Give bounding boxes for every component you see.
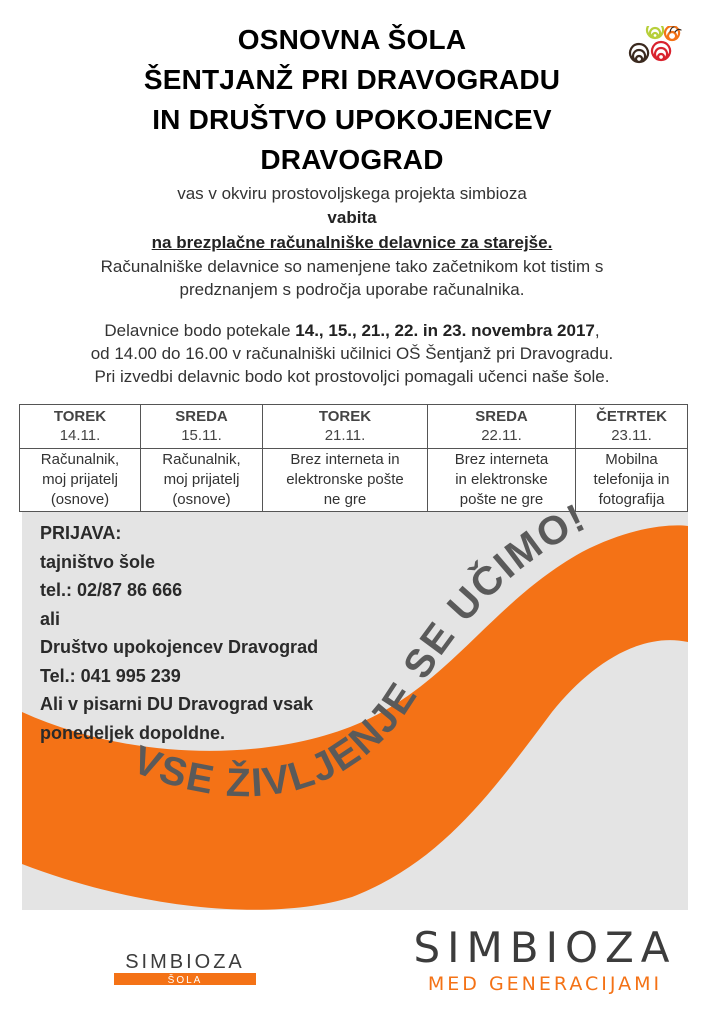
- dates-line: [0, 319, 704, 342]
- right-logo-sub: MED GENERACIJAMI: [427, 973, 663, 995]
- topic-line: Brez interneta in: [290, 451, 400, 468]
- topic-line: moj prijatelj: [42, 471, 118, 488]
- schedule-header: [141, 405, 262, 449]
- schedule-column: [428, 405, 576, 511]
- contact-phone: tel.: 02/87 86 666: [40, 580, 183, 600]
- topic-line: Računalnik,: [162, 451, 241, 468]
- topic-line: pošte ne gre: [459, 491, 544, 508]
- schedule-topic: [141, 449, 262, 510]
- topic-line: telefonija in: [593, 471, 670, 488]
- schedule-date: 21.11.: [324, 427, 366, 444]
- dates-line: Pri izvedbi delavnic bodo kot prostovoljci pomagali učenci naše šole.: [94, 367, 610, 386]
- schedule-topic: [428, 449, 575, 510]
- schedule-topic: [576, 449, 687, 510]
- topic-line: (osnove): [50, 491, 110, 508]
- schedule-day: ČETRTEK: [596, 408, 667, 425]
- topic-line: Brez interneta: [454, 451, 549, 468]
- topic-line: moj prijatelj: [163, 471, 240, 488]
- title-line: OSNOVNA ŠOLA: [237, 24, 467, 55]
- schedule-header: [428, 405, 575, 449]
- page-title: [0, 20, 704, 180]
- snail-spirals-logo: [625, 26, 685, 82]
- topic-line: Mobilna: [605, 451, 658, 468]
- contact-line: ponedeljek dopoldne.: [40, 722, 226, 743]
- title-line: IN DRUŠTVO UPOKOJENCEV: [152, 104, 552, 135]
- contact-phone: Tel.: 041 995 239: [40, 665, 181, 686]
- topic-line: in elektronske: [455, 471, 548, 488]
- title-line: DRAVOGRAD: [260, 144, 444, 175]
- dates-text: [0, 319, 704, 388]
- schedule-column: [263, 405, 428, 511]
- topic-line: fotografija: [598, 491, 665, 508]
- schedule-date: 15.11.: [181, 427, 222, 444]
- topic-line: (osnove): [172, 491, 231, 508]
- intro-text: [0, 182, 704, 301]
- intro-line: Računalniške delavnice so namenjene tako začetnikom kot tistim s: [100, 257, 604, 276]
- dates-suffix: ,: [594, 321, 600, 340]
- schedule-date: 23.11.: [611, 427, 652, 444]
- schedule-header: [576, 405, 687, 449]
- contact-line: ali: [40, 608, 61, 629]
- schedule-column: [20, 405, 141, 511]
- contact-line: Ali v pisarni DU Dravograd vsak: [40, 694, 314, 714]
- dates-bold: 14., 15., 21., 22. in 23. novembra 2017: [295, 321, 595, 340]
- schedule-day: TOREK: [53, 408, 107, 425]
- schedule-table: [19, 404, 688, 512]
- intro-invite: vabita: [327, 208, 377, 227]
- schedule-day: SREDA: [175, 408, 228, 425]
- simbioza-school-logo: [114, 948, 256, 986]
- left-logo-main: SIMBIOZA: [125, 951, 245, 973]
- contact-line: Društvo upokojencev Dravograd: [40, 637, 319, 657]
- schedule-header: [20, 405, 140, 449]
- schedule-date: 22.11.: [481, 427, 522, 444]
- dates-line: od 14.00 do 16.00 v računalniški učilnici OŠ Šentjanž pri Dravogradu.: [90, 344, 614, 363]
- schedule-topic: [20, 449, 140, 510]
- title-line: ŠENTJANŽ PRI DRAVOGRADU: [143, 64, 561, 95]
- slogan-textpath: VSE ŽIVLJENJE SE UČIMO!: [126, 495, 594, 806]
- intro-line: predznanjem s področja uporabe računalnika.: [179, 280, 525, 299]
- left-logo-sub: ŠOLA: [167, 975, 203, 986]
- simbioza-generations-logo: [400, 918, 690, 998]
- schedule-topic: [263, 449, 427, 510]
- schedule-header: [263, 405, 427, 449]
- schedule-date: 14.11.: [59, 427, 101, 444]
- schedule-column: [141, 405, 263, 511]
- topic-line: Računalnik,: [40, 451, 120, 468]
- contact-line: tajništvo šole: [40, 551, 156, 572]
- schedule-day: SREDA: [475, 408, 528, 425]
- intro-line: vas v okviru prostovoljskega projekta simbioza: [177, 184, 527, 203]
- schedule-column: [576, 405, 687, 511]
- topic-line: elektronske pošte: [286, 471, 404, 488]
- registration-contact: [40, 519, 420, 747]
- topic-line: ne gre: [323, 491, 367, 508]
- schedule-day: TOREK: [318, 408, 372, 425]
- dates-prefix: Delavnice bodo potekale: [104, 321, 296, 340]
- right-logo-main: SIMBIOZA: [413, 923, 677, 972]
- intro-headline: na brezplačne računalniške delavnice za starejše.: [151, 233, 553, 252]
- contact-heading: PRIJAVA:: [40, 523, 122, 543]
